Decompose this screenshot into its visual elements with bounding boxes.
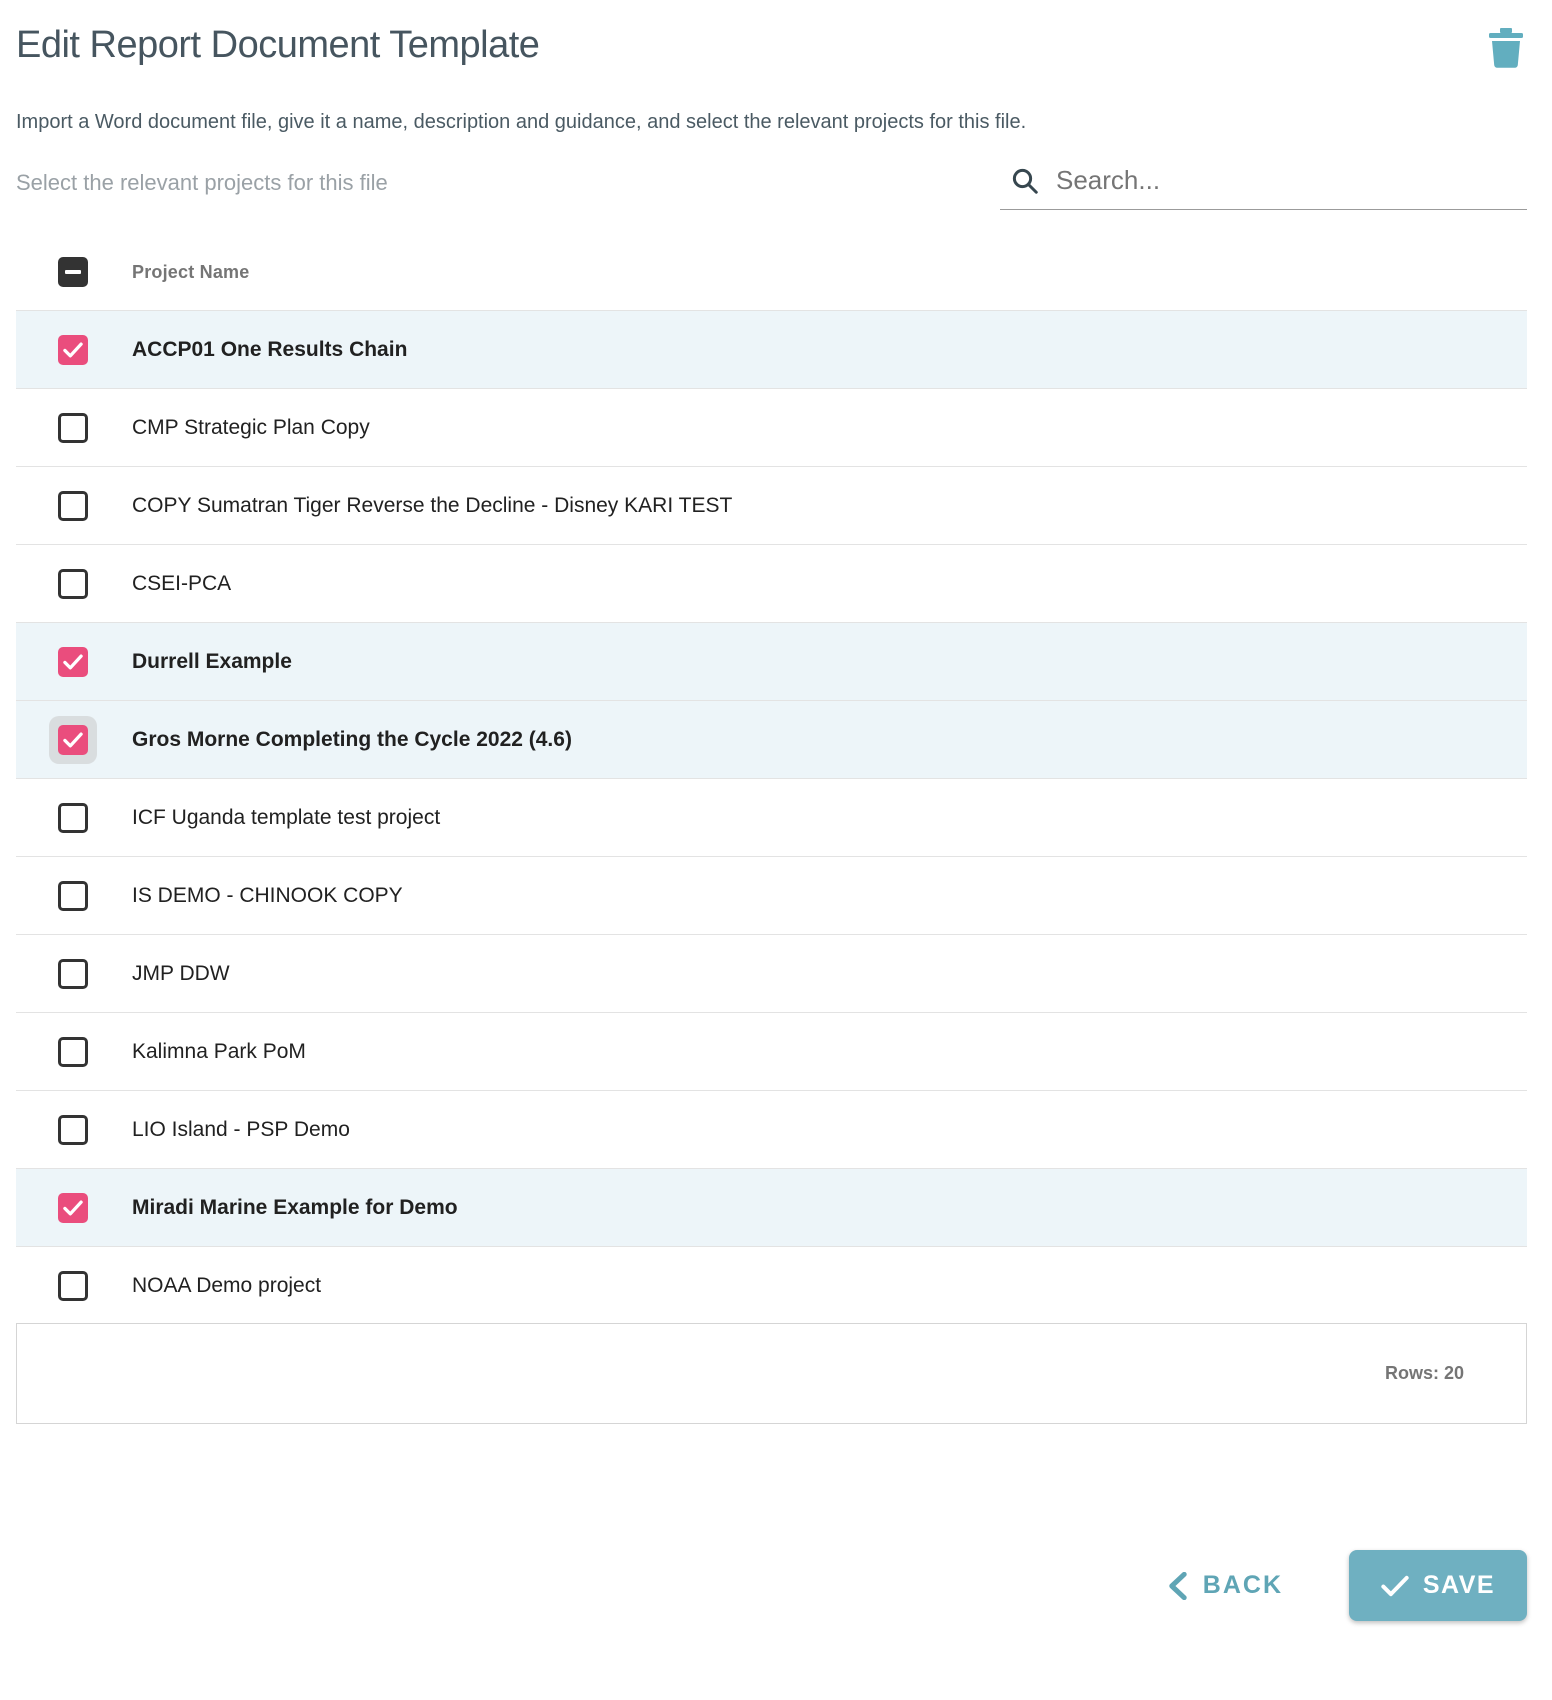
rows-count-label: Rows: 20 bbox=[1384, 1363, 1464, 1383]
project-name: LIO Island - PSP Demo bbox=[132, 1117, 350, 1141]
back-button-label: BACK bbox=[1202, 1571, 1283, 1599]
project-checkbox-wrap bbox=[49, 794, 97, 842]
project-checkbox[interactable] bbox=[58, 881, 88, 911]
project-row[interactable] bbox=[16, 1012, 1527, 1090]
project-checkbox-wrap bbox=[49, 1184, 97, 1232]
project-row[interactable] bbox=[16, 466, 1527, 544]
project-checkbox-wrap bbox=[49, 326, 97, 374]
project-name: JMP DDW bbox=[132, 961, 230, 985]
project-name-column-header: Project Name bbox=[132, 261, 250, 282]
project-checkbox[interactable] bbox=[58, 959, 88, 989]
table-footer bbox=[16, 1323, 1527, 1424]
project-name: Gros Morne Completing the Cycle 2022 (4.6) bbox=[132, 727, 572, 751]
project-name: IS DEMO - CHINOOK COPY bbox=[132, 883, 403, 907]
project-checkbox[interactable] bbox=[58, 1193, 88, 1223]
checkmark-icon bbox=[62, 731, 84, 749]
project-row[interactable] bbox=[16, 310, 1527, 388]
check-icon bbox=[1381, 1574, 1409, 1598]
checkmark-icon bbox=[62, 653, 84, 671]
project-checkbox-wrap bbox=[49, 950, 97, 998]
project-row[interactable] bbox=[16, 778, 1527, 856]
project-name: ACCP01 One Results Chain bbox=[132, 337, 408, 361]
project-name: Miradi Marine Example for Demo bbox=[132, 1195, 458, 1219]
project-row[interactable] bbox=[16, 388, 1527, 466]
indeterminate-minus-icon bbox=[65, 270, 81, 274]
project-checkbox-wrap bbox=[49, 404, 97, 452]
project-checkbox[interactable] bbox=[58, 1037, 88, 1067]
project-name: CMP Strategic Plan Copy bbox=[132, 415, 370, 439]
project-name: ICF Uganda template test project bbox=[132, 805, 441, 829]
project-checkbox-wrap bbox=[49, 560, 97, 608]
project-checkbox-wrap bbox=[49, 638, 97, 686]
project-row[interactable] bbox=[16, 1168, 1527, 1246]
project-rows bbox=[16, 310, 1527, 1324]
project-checkbox[interactable] bbox=[58, 569, 88, 599]
project-row[interactable] bbox=[16, 1246, 1527, 1324]
trash-icon bbox=[1489, 28, 1523, 68]
project-name: CSEI-PCA bbox=[132, 571, 232, 595]
select-projects-label: Select the relevant projects for this file bbox=[16, 170, 388, 195]
checkmark-icon bbox=[62, 1199, 84, 1217]
search-icon bbox=[1010, 166, 1040, 196]
project-checkbox[interactable] bbox=[58, 335, 88, 365]
delete-template-button[interactable] bbox=[1485, 24, 1527, 75]
save-button[interactable] bbox=[1349, 1550, 1527, 1621]
project-row[interactable] bbox=[16, 544, 1527, 622]
project-checkbox[interactable] bbox=[58, 725, 88, 755]
bottom-actions bbox=[16, 1550, 1527, 1621]
project-checkbox-wrap bbox=[49, 1028, 97, 1076]
project-name: Kalimna Park PoM bbox=[132, 1039, 306, 1063]
project-row[interactable] bbox=[16, 934, 1527, 1012]
project-checkbox[interactable] bbox=[58, 491, 88, 521]
project-row[interactable] bbox=[16, 622, 1527, 700]
project-checkbox-wrap bbox=[49, 1106, 97, 1154]
project-checkbox-wrap bbox=[49, 482, 97, 530]
projects-table bbox=[16, 234, 1527, 1424]
project-checkbox[interactable] bbox=[58, 803, 88, 833]
table-header-row bbox=[16, 234, 1527, 310]
project-name: COPY Sumatran Tiger Reverse the Decline - Disney KARI TEST bbox=[132, 493, 733, 517]
project-checkbox-wrap bbox=[49, 716, 97, 764]
page-description: Import a Word document file, give it a name, description and guidance, and select the relevant projects for this file. bbox=[16, 111, 1027, 133]
project-checkbox[interactable] bbox=[58, 1115, 88, 1145]
chevron-left-icon bbox=[1167, 1572, 1189, 1600]
project-row[interactable] bbox=[16, 1090, 1527, 1168]
project-checkbox-wrap bbox=[49, 1262, 97, 1310]
project-checkbox[interactable] bbox=[58, 647, 88, 677]
project-checkbox[interactable] bbox=[58, 1271, 88, 1301]
project-checkbox-wrap bbox=[49, 872, 97, 920]
project-checkbox[interactable] bbox=[58, 413, 88, 443]
project-name: NOAA Demo project bbox=[132, 1273, 322, 1297]
page-title: Edit Report Document Template bbox=[16, 24, 540, 66]
project-row[interactable] bbox=[16, 856, 1527, 934]
project-name: Durrell Example bbox=[132, 649, 292, 673]
project-row[interactable] bbox=[16, 700, 1527, 778]
controls-row bbox=[16, 160, 1527, 210]
select-all-checkbox[interactable] bbox=[58, 257, 88, 287]
checkmark-icon bbox=[62, 341, 84, 359]
search-input[interactable] bbox=[1054, 164, 1525, 197]
page-header bbox=[16, 22, 1527, 75]
back-button[interactable] bbox=[1161, 1570, 1289, 1601]
select-all-checkbox-wrap bbox=[49, 248, 97, 296]
search-field[interactable] bbox=[1000, 160, 1527, 210]
save-button-label: SAVE bbox=[1422, 1571, 1496, 1599]
